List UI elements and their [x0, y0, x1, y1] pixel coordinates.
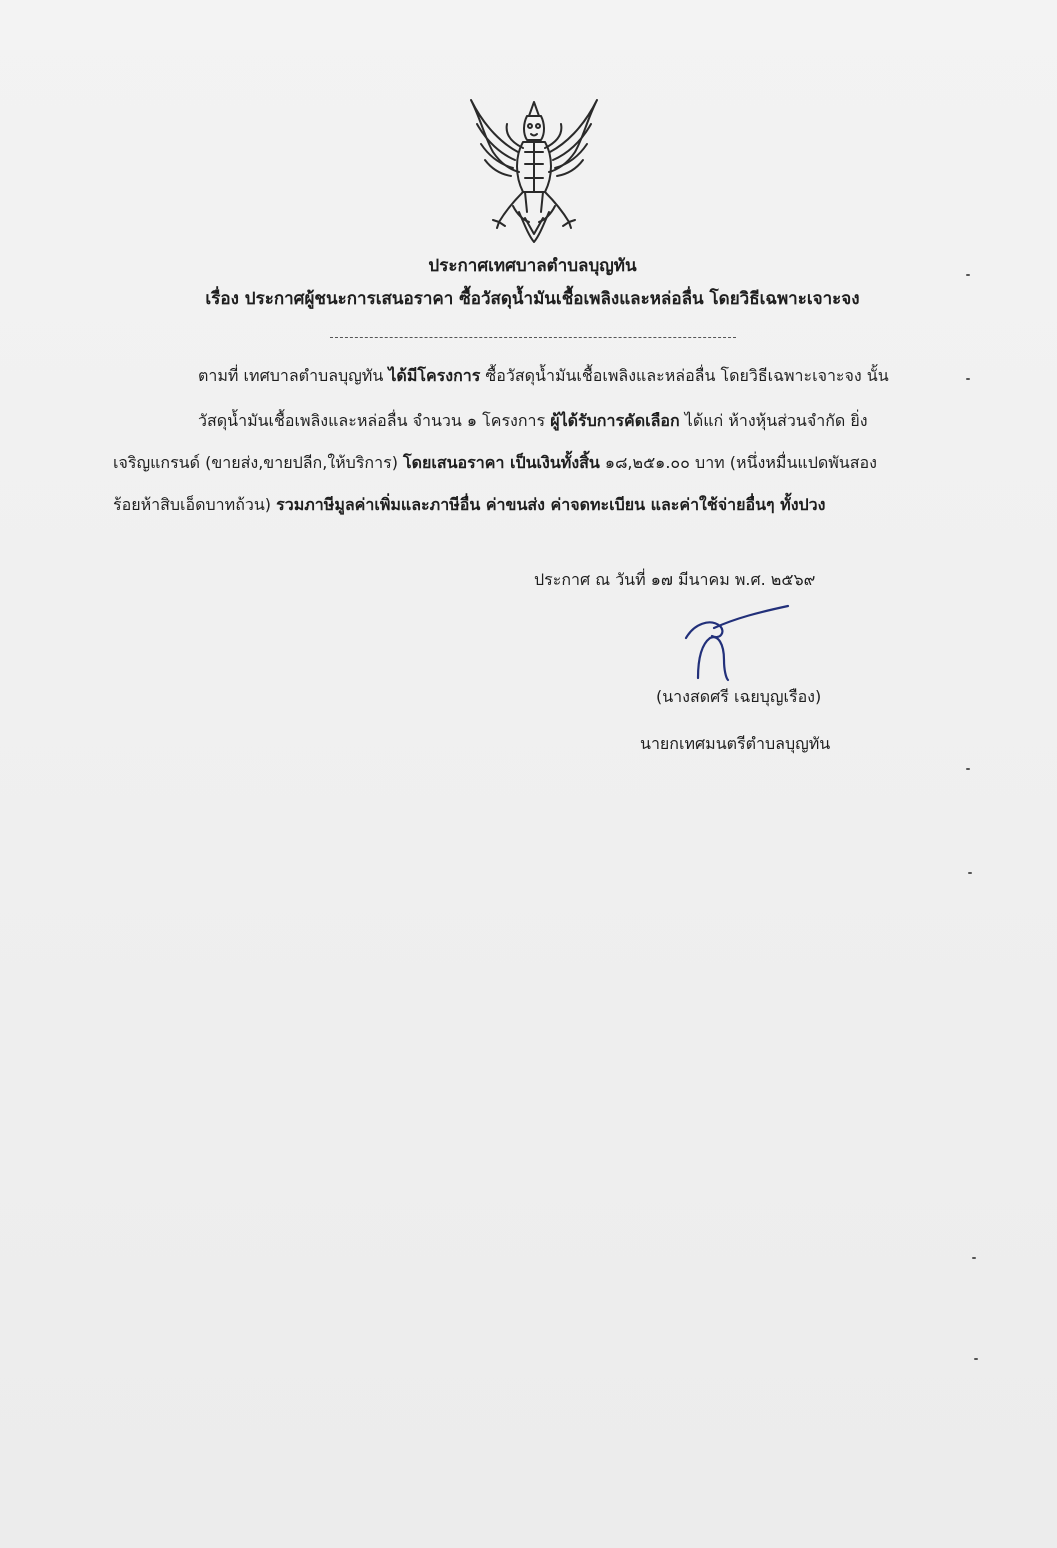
scan-speck: [966, 378, 970, 380]
body-text: ตามที่ เทศบาลตำบลบุญทัน: [198, 366, 389, 385]
issuer-heading: ประกาศเทศบาลตำบลบุญทัน: [428, 256, 637, 276]
body-text-bold: รวมภาษีมูลค่าเพิ่มและภาษีอื่น ค่าขนส่ง ค่าจดทะเบียน และค่าใช้จ่ายอื่นๆ ทั้งปวง: [276, 495, 826, 514]
dashed-divider: [330, 337, 736, 338]
body-line-1: [198, 366, 889, 386]
scan-speck: [972, 1257, 976, 1259]
body-text: วัสดุน้ำมันเชื้อเพลิงและหล่อลื่น จำนวน ๑ โครงการ: [198, 411, 551, 430]
body-text: ได้แก่ ห้างหุ้นส่วนจำกัด ยิ่ง: [679, 411, 868, 430]
body-text-bold: ผู้ได้รับการคัดเลือก: [550, 411, 680, 430]
signer-title: นายกเทศมนตรีตำบลบุญทัน: [640, 734, 831, 753]
scan-speck: [966, 274, 970, 276]
subject-heading: เรื่อง ประกาศผู้ชนะการเสนอราคา ซื้อวัสดุน้ำมันเชื้อเพลิงและหล่อลื่น โดยวิธีเฉพาะเจาะจง: [205, 289, 860, 309]
body-text-bold: ได้มีโครงการ: [388, 366, 481, 385]
scan-speck: [968, 872, 972, 874]
garuda-emblem-icon: [463, 94, 605, 246]
body-text: เจริญแกรนด์ (ขายส่ง,ขายปลีก,ให้บริการ): [113, 453, 404, 472]
scan-speck: [966, 768, 970, 770]
body-text: ร้อยห้าสิบเอ็ดบาทถ้วน): [113, 495, 277, 514]
handwritten-signature: [680, 602, 792, 682]
body-text-bold: โดยเสนอราคา เป็นเงินทั้งสิ้น: [403, 453, 600, 472]
body-text: ซื้อวัสดุน้ำมันเชื้อเพลิงและหล่อลื่น โดยวิธีเฉพาะเจาะจง นั้น: [480, 366, 889, 385]
signer-name: (นางสดศรี เฉยบุญเรือง): [656, 687, 822, 706]
body-line-2: [198, 411, 868, 431]
body-line-3: [113, 453, 877, 473]
scan-speck: [974, 1358, 978, 1360]
body-text: ๑๘,๒๕๑.๐๐ บาท (หนึ่งหมื่นแปดพันสอง: [599, 453, 877, 472]
body-line-4: [113, 495, 825, 515]
announcement-date: ประกาศ ณ วันที่ ๑๗ มีนาคม พ.ศ. ๒๕๖๙: [534, 570, 816, 589]
